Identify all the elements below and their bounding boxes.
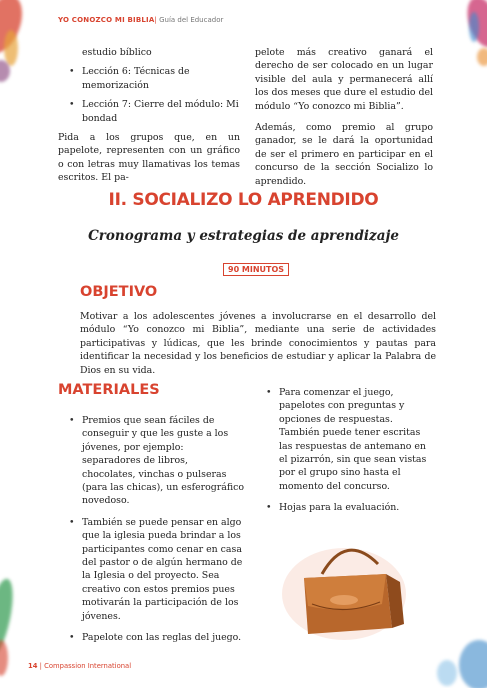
body-paragraph: Pida a los grupos que, en un papelote, representen con un gráfico o con letras muy llamativas los temas escritos. El pa- [58,132,240,184]
material-item: • También se puede pensar en algo que la iglesia pueda brindar a los participantes como cenar en casa del pastor o de algún hermano de la Iglesia o del proyecto. Sea creativo con estos premios pues motivarán la participación de los jóvenes. [58,516,244,623]
material-item: • Para comenzar el juego, papelotes con preguntas y opciones de respuestas. También puede tener escritas las respuestas de antemano en el pizarrón, sin que sean vistas por el grupo sino hasta el momento del concurso. [255,386,433,493]
lesson-item: • Lección 7: Cierre del módulo: Mi bondad [58,98,240,125]
lesson-item: • Lección 6: Técnicas de memorización [58,65,240,92]
body-paragraph: pelote más creativo ganará el derecho de ser colocado en un lugar visible del aula y permanecerá allí los dos meses que dure el estudio del módulo “Yo conozco mi Biblia”. [255,47,433,112]
section-title: II. SOCIALIZO LO APRENDIDO [108,190,379,210]
watercolor-splash [437,660,457,686]
watercolor-splash [477,48,487,66]
objetivo-heading: OBJETIVO [80,284,158,300]
duration-badge: 90 MINUTOS [223,263,289,276]
header-subtitle: Guía del Educador [159,16,224,24]
watercolor-splash [459,640,487,688]
watercolor-splash [469,12,479,42]
footer-organization: Compassion International [44,662,132,670]
page-footer [28,662,131,670]
lesson-continuation: estudio bíblico [82,47,152,58]
header-separator: | [154,16,157,24]
objetivo-text: Motivar a los adolescentes jóvenes a involucrarse en el desarrollo del módulo “Yo conozco mi Biblia”, mediante una serie de actividades participativas y lúdicas, que les brinde conocimientos y pautas para identificar la necesidad y los beneficios de estudiar y aplicar la Palabra de Dios en su vida. [80,311,436,376]
materials-list [255,386,433,515]
top-left-column [58,46,240,185]
watercolor-splash [4,30,18,66]
running-header [58,16,223,24]
footer-separator: | [39,662,42,670]
bag-illustration [282,534,414,642]
lesson-list [58,65,240,125]
material-item: • Hojas para la evaluación. [255,501,433,514]
header-brand: YO CONOZCO MI BIBLIA [58,16,155,24]
section-subtitle: Cronograma y estrategias de aprendizaje [88,228,399,244]
material-item: • Premios que sean fáciles de conseguir y que les guste a los jóvenes, por ejemplo: separadores de libros, chocolates, vinchas o pulseras (para las chicas), un esferográfico novedoso. [58,414,244,508]
body-paragraph: Además, como premio al grupo ganador, se le dará la oportunidad de ser el primero en participar en el concurso de la sección Socializo lo aprendido. [255,122,433,187]
watercolor-splash [0,640,8,676]
material-item: • Papelote con las reglas del juego. [58,631,244,644]
materials-right-column [255,386,433,521]
materials-list [58,414,244,645]
top-right-column [255,46,433,188]
materials-left-column [58,414,244,651]
materiales-heading: MATERIALES [58,382,160,398]
page-number: 14 [28,662,38,670]
